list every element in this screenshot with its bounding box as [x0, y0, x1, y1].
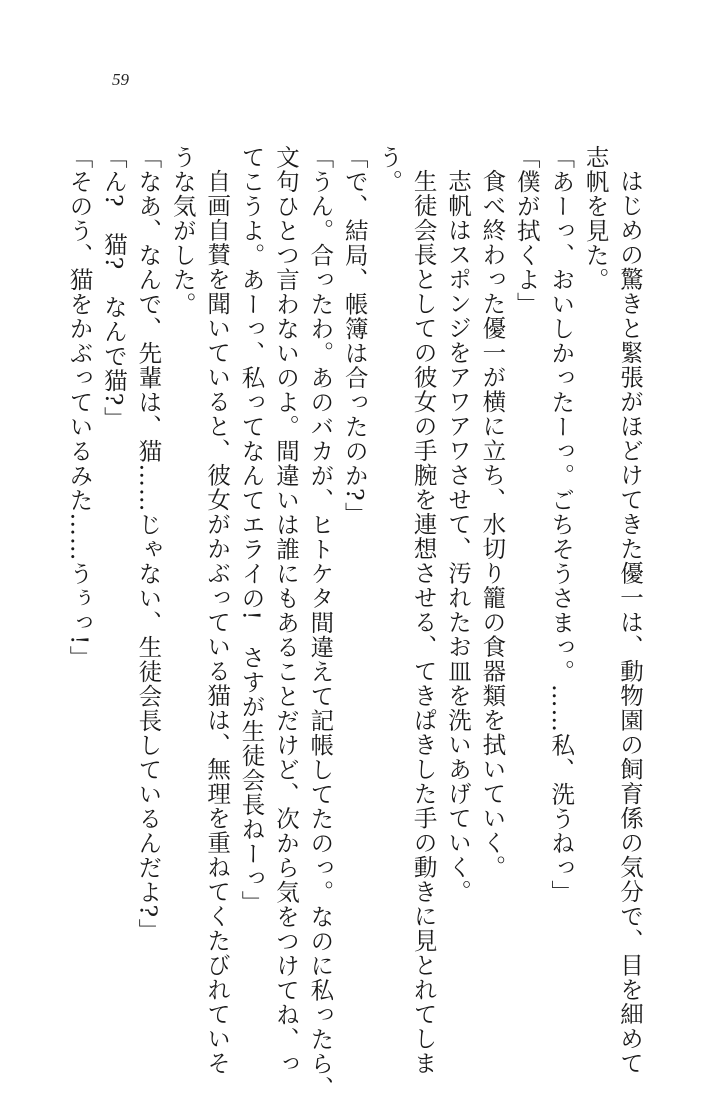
text-line: 「で、結局、帳簿は合ったのか?」 [340, 145, 369, 527]
text-line: 「そのう、猫をかぶっているみた……うぅっ!」 [65, 145, 94, 670]
text-line: 生徒会長としての彼女の手腕を連想させる、てきぱきした手の動きに見とれてしま [409, 168, 438, 1075]
text-line: 「うん。合ったわ。あのバカが、ヒトケタ間違えて記帳してたのっ。なのに私ったら、 [306, 145, 335, 1101]
page-number: 59 [112, 70, 129, 89]
text-line: うな気がした。 [168, 145, 197, 317]
text-line: はじめの驚きと緊張がほどけてきた優一は、動物園の飼育係の気分で、目を細めて [616, 168, 644, 1075]
text-line: 「あーっ、おいしかったーっ。ごちそうさまっ。……私、洗うねっ」 [547, 145, 576, 905]
text-line: 「なあ、なんで、先輩は、猫……じゃない、生徒会長しているんだよ?」 [134, 145, 163, 943]
text-line: てこうよ。あーっ、私ってなんてエライの! さすが生徒会長ねーっ」 [237, 145, 266, 915]
text-line: 食べ終わった優一が横に立ち、水切り籠の食器類を拭いていく。 [478, 168, 507, 879]
text-line: 「僕が拭くよ」 [512, 145, 541, 317]
text-line: 文句ひとつ言わないのよ。間違いは誰にもあることだけど、次から気をつけてね、っ [271, 145, 300, 1076]
text-line: 志帆を見た。 [581, 145, 610, 292]
text-line: 「ん? 猫? なんで猫?」 [99, 145, 128, 431]
text-line: 自画自賛を聞いていると、彼女がかぶっている猫は、無理を重ねてくたびれていそ [203, 168, 232, 1075]
text-line: う。 [375, 145, 404, 194]
text-line: 志帆はスポンジをアワアワさせて、汚れたお皿を洗いあげていく。 [443, 168, 472, 904]
vertical-text-body [62, 145, 647, 1101]
